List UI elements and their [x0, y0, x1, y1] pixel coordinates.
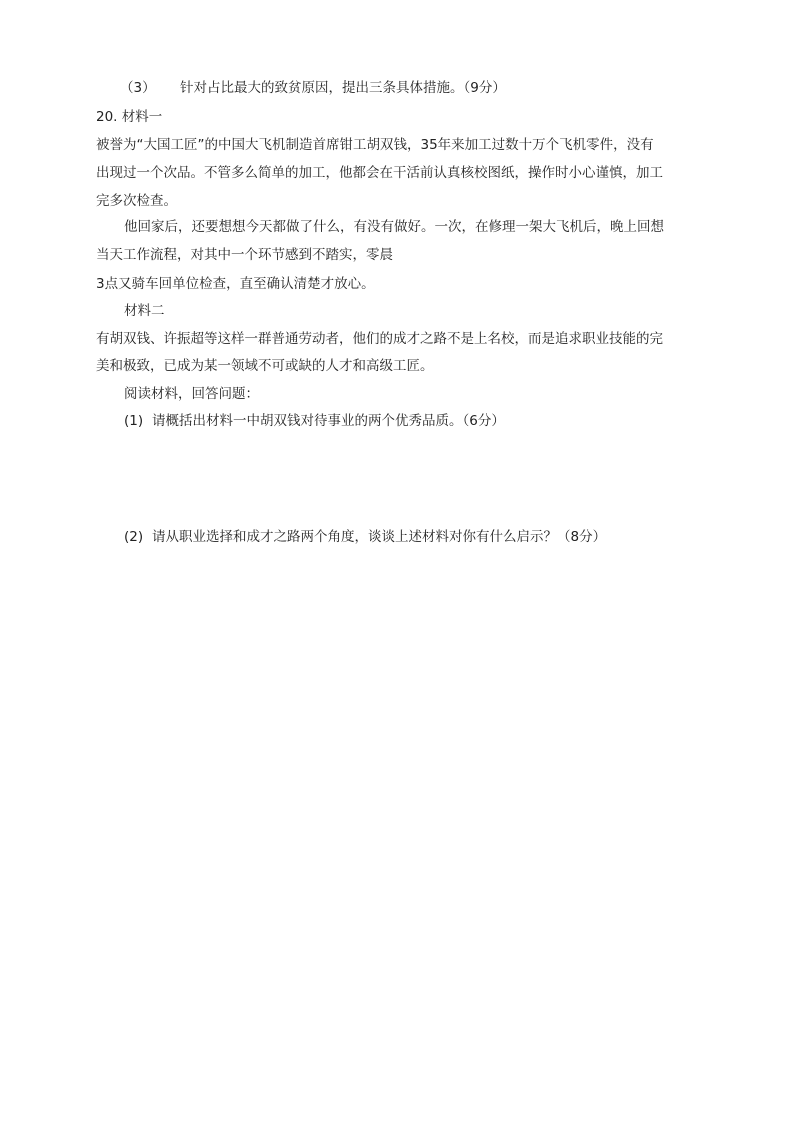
sub-question-1-number: (1): [124, 413, 144, 429]
sub-question-2: [124, 527, 606, 547]
question-20-heading: 20. 材料一: [96, 109, 163, 125]
sub-question-1: [124, 411, 505, 431]
material-1-line: 3点又骑车回单位检查，直至确认清楚才放心。: [96, 276, 375, 292]
material-2-line: 美和极致，已成为某一领域不可或缺的人才和高级工匠。: [96, 358, 434, 374]
material-1-line: 他回家后，还要想想今天都做了什么，有没有做好。一次，在修理一架大飞机后，晚上回想: [124, 219, 664, 235]
material-2-heading: 材料二: [124, 303, 165, 319]
sub-question-2-text: 请从职业选择和成才之路两个角度，谈谈上述材料对你有什么启示？（8分）: [152, 529, 607, 545]
question-3-text: 针对占比最大的致贫原因，提出三条具体措施。（9分）: [180, 80, 506, 96]
question-3: [120, 78, 506, 98]
material-1-line: 完多次检查。: [96, 193, 177, 209]
material-2-line: 有胡双钱、许振超等这样一群普通劳动者，他们的成才之路不是上名校，而是追求职业技能的完: [96, 331, 663, 347]
material-1-line: 出现过一个次品。不管多么简单的加工，他都会在干活前认真核校图纸，操作时小心谨慎，加工: [96, 165, 663, 181]
instruction-text: 阅读材料，回答问题：: [124, 386, 259, 402]
sub-question-1-text: 请概括出材料一中胡双钱对待事业的两个优秀品质。（6分）: [152, 413, 505, 429]
question-3-number: （3）: [120, 80, 156, 96]
material-1-line: 被誉为“大国工匠”的中国大飞机制造首席钳工胡双钱，35年来加工过数十万个飞机零件，没有: [96, 137, 654, 153]
sub-question-2-number: (2): [124, 529, 144, 545]
material-1-line: 当天工作流程，对其中一个环节感到不踏实，零晨: [96, 247, 393, 263]
